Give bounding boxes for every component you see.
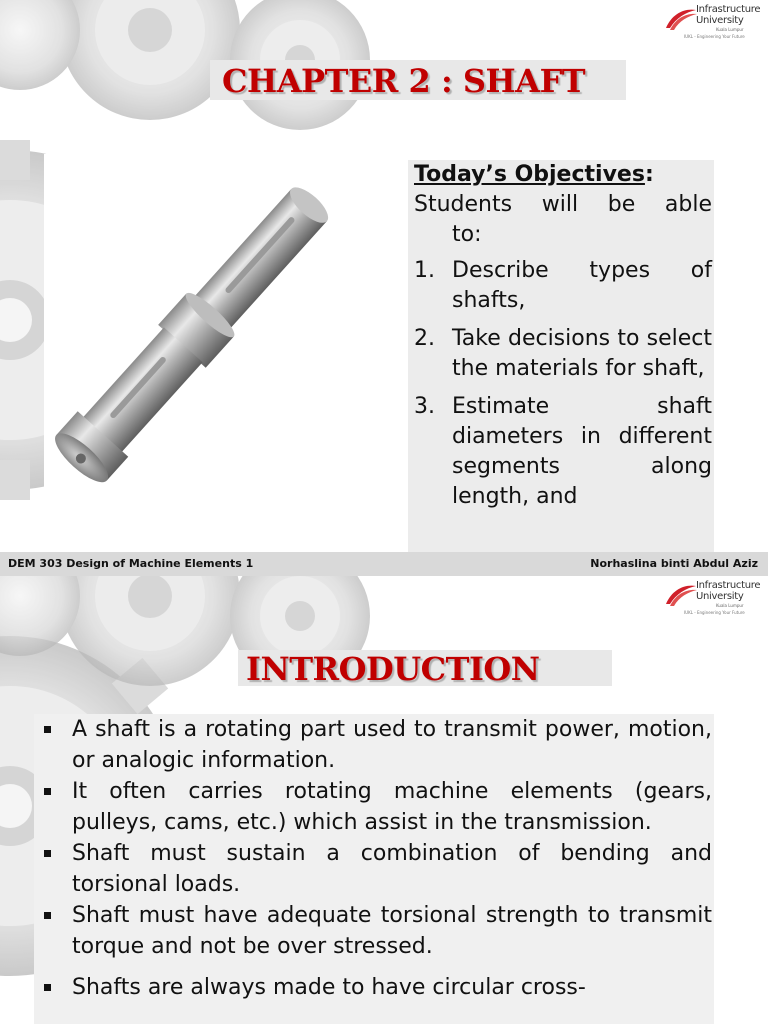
objectives-intro-cont: to:: [452, 222, 482, 247]
footer-course: DEM 303 Design of Machine Elements 1: [8, 557, 254, 570]
logo-tagline: IUKL - Engineering Your Future: [684, 610, 745, 615]
list-item: 2. Take decisions to select the materials for shaft,: [414, 326, 712, 381]
footer-author: Norhaslina binti Abdul Aziz: [590, 557, 758, 570]
list-item: Shaft must have adequate torsional strength to transmit torque and not be over stressed.: [40, 900, 712, 962]
objectives-heading: Today’s Objectives:: [414, 162, 654, 187]
logo-text-line2: University: [696, 591, 744, 602]
university-logo: [664, 578, 764, 618]
list-item: Shafts are always made to have circular cross-: [40, 972, 712, 1003]
university-logo: [664, 2, 764, 42]
intro-bullet-list: [40, 714, 712, 1003]
shaft-image: [44, 154, 360, 494]
logo-swoosh-icon: [664, 6, 698, 32]
list-item: 3. Estimate shaft diameters in different segments along length, and: [414, 394, 712, 509]
logo-text-line2: University: [696, 15, 744, 26]
slide-title: INTRODUCTION: [246, 650, 540, 688]
logo-tagline: IUKL - Engineering Your Future: [684, 34, 745, 39]
logo-text-line3: Kuala Lumpur: [716, 603, 744, 608]
logo-text-line1: Infrastructure: [696, 580, 761, 591]
list-item: It often carries rotating machine elements (gears, pulleys, cams, etc.) which assist in the transmission.: [40, 776, 712, 838]
list-item: Shaft must sustain a combination of bending and torsional loads.: [40, 838, 712, 900]
objectives-intro: Students will be able: [414, 192, 712, 217]
slide-footer: [0, 552, 768, 576]
list-item: 1. Describe types of shafts,: [414, 258, 712, 313]
shaft-illustration-icon: [44, 154, 360, 494]
slide-title: CHAPTER 2 : SHAFT: [222, 62, 586, 100]
logo-text-line3: Kuala Lumpur: [716, 27, 744, 32]
slide-introduction: [0, 576, 768, 1024]
logo-text-line1: Infrastructure: [696, 4, 761, 15]
logo-swoosh-icon: [664, 582, 698, 608]
objectives-list: [414, 256, 712, 512]
objectives-text: [414, 160, 712, 520]
list-item: A shaft is a rotating part used to transmit power, motion, or analogic information.: [40, 714, 712, 776]
